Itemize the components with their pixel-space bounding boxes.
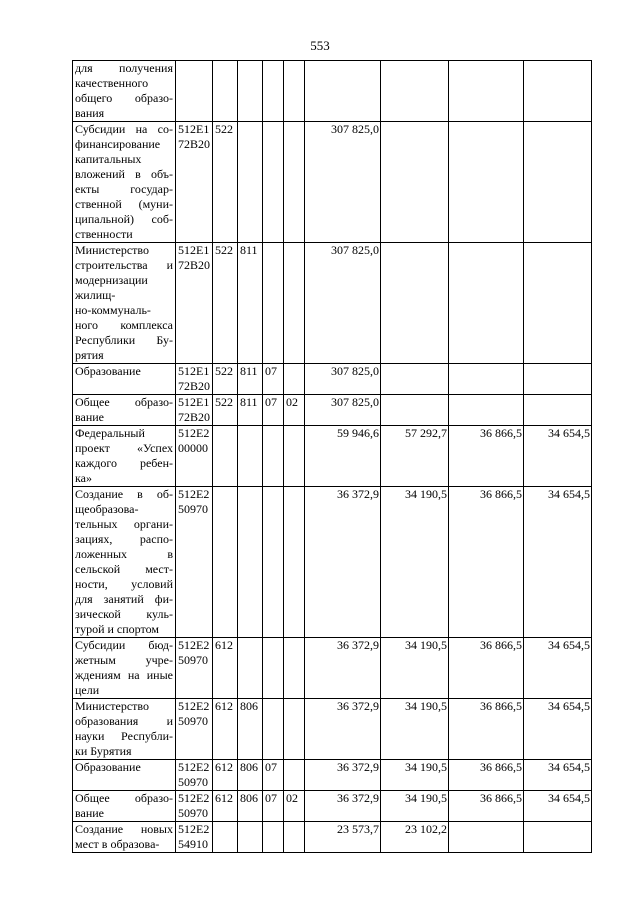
ministry-code-cell (238, 426, 263, 487)
target-article-code-line: 50970 (178, 653, 208, 667)
row-name-line: екты государ- (75, 182, 173, 196)
target-article-code-cell (176, 487, 213, 638)
expense-type-cell: 522 (213, 243, 238, 364)
row-name-cell (73, 364, 176, 395)
row-name-cell (73, 426, 176, 487)
target-article-code-line: 512E2 (178, 822, 210, 836)
target-article-code-cell (176, 791, 213, 822)
target-article-code-line: 50970 (178, 775, 208, 789)
table-row (73, 364, 592, 395)
budget-table (72, 60, 592, 853)
ministry-code-cell: 811 (238, 364, 263, 395)
table-row (73, 791, 592, 822)
amount-cell-3: 36 866,5 (449, 699, 524, 760)
table-row (73, 122, 592, 243)
amount-cell-2 (381, 61, 449, 122)
row-name-line: жетным учре- (75, 653, 173, 667)
expense-type-cell: 522 (213, 364, 238, 395)
expense-type-cell: 522 (213, 395, 238, 426)
row-name-cell (73, 760, 176, 791)
row-name-line: Субсидии бюд- (75, 638, 173, 652)
target-article-code-line: 512E2 (178, 699, 210, 713)
row-name-line: модернизации (75, 273, 148, 287)
row-name-line: ка» (75, 471, 92, 485)
row-name-cell (73, 699, 176, 760)
amount-cell-4: 34 654,5 (524, 426, 592, 487)
row-name-line: Субсидии на со- (75, 122, 173, 136)
table-row (73, 760, 592, 791)
expense-type-cell: 612 (213, 791, 238, 822)
amount-cell-4: 34 654,5 (524, 760, 592, 791)
row-name-line: Создание новых (75, 822, 173, 836)
row-name-line: ки Бурятия (75, 744, 132, 758)
subsection-code-cell: 02 (284, 395, 305, 426)
row-name-cell (73, 122, 176, 243)
amount-cell-3 (449, 122, 524, 243)
section-code-cell (263, 243, 284, 364)
row-name-line: каждого ребен- (75, 456, 173, 470)
row-name-line: рятия (75, 348, 104, 362)
expense-type-cell (213, 61, 238, 122)
amount-cell-3 (449, 364, 524, 395)
row-name-line: зациях, распо- (75, 532, 173, 546)
row-name-line: финансирование (75, 137, 161, 151)
row-name-line: проект «Успех (75, 441, 173, 455)
row-name-cell (73, 791, 176, 822)
amount-cell-1: 36 372,9 (305, 487, 381, 638)
target-article-code-cell (176, 760, 213, 791)
row-name-line: Республики Бу- (75, 333, 173, 347)
amount-cell-1 (305, 61, 381, 122)
row-name-line: Общее образо- (75, 791, 173, 805)
amount-cell-2: 34 190,5 (381, 791, 449, 822)
row-name-line: капитальных (75, 152, 142, 166)
subsection-code-cell (284, 61, 305, 122)
amount-cell-4 (524, 61, 592, 122)
row-name-cell (73, 395, 176, 426)
target-article-code-line: 72B20 (178, 258, 211, 272)
row-name-cell (73, 638, 176, 699)
row-name-line: для получения (75, 61, 173, 75)
row-name-line: жилищ- (75, 288, 116, 302)
target-article-code-cell (176, 243, 213, 364)
table-row (73, 487, 592, 638)
expense-type-cell: 612 (213, 699, 238, 760)
amount-cell-4: 34 654,5 (524, 487, 592, 638)
amount-cell-3 (449, 822, 524, 853)
target-article-code-cell (176, 699, 213, 760)
target-article-code-line: 00000 (178, 441, 208, 455)
expense-type-cell: 612 (213, 760, 238, 791)
target-article-code-line: 512E2 (178, 426, 210, 440)
amount-cell-3 (449, 243, 524, 364)
ministry-code-cell (238, 61, 263, 122)
amount-cell-2: 34 190,5 (381, 699, 449, 760)
section-code-cell (263, 822, 284, 853)
row-name-line: Министерство (75, 243, 149, 257)
amount-cell-1: 36 372,9 (305, 699, 381, 760)
amount-cell-4 (524, 395, 592, 426)
target-article-code-line: 512E2 (178, 638, 210, 652)
amount-cell-1: 307 825,0 (305, 364, 381, 395)
subsection-code-cell (284, 364, 305, 395)
amount-cell-1: 36 372,9 (305, 760, 381, 791)
amount-cell-2: 34 190,5 (381, 638, 449, 699)
row-name-line: сельской мест- (75, 562, 173, 576)
row-name-line: образования и (75, 714, 173, 728)
section-code-cell (263, 487, 284, 638)
row-name-line: строительства и (75, 258, 173, 272)
ministry-code-cell: 811 (238, 395, 263, 426)
amount-cell-2 (381, 122, 449, 243)
row-name-line: цели (75, 683, 100, 697)
amount-cell-2 (381, 395, 449, 426)
ministry-code-cell (238, 122, 263, 243)
amount-cell-3: 36 866,5 (449, 638, 524, 699)
amount-cell-3: 36 866,5 (449, 426, 524, 487)
amount-cell-2 (381, 243, 449, 364)
subsection-code-cell (284, 760, 305, 791)
amount-cell-3 (449, 61, 524, 122)
row-name-line: вание (75, 806, 105, 820)
section-code-cell: 07 (263, 364, 284, 395)
amount-cell-4 (524, 243, 592, 364)
amount-cell-4: 34 654,5 (524, 699, 592, 760)
target-article-code-line: 512E1 (178, 243, 210, 257)
target-article-code-line: 512E1 (178, 364, 210, 378)
row-name-line: Министерство (75, 699, 149, 713)
amount-cell-3: 36 866,5 (449, 791, 524, 822)
table-row (73, 426, 592, 487)
subsection-code-cell (284, 699, 305, 760)
table-row (73, 61, 592, 122)
row-name-line: ности, условий (75, 577, 173, 591)
amount-cell-3: 36 866,5 (449, 760, 524, 791)
target-article-code-cell (176, 61, 213, 122)
row-name-line: качественного (75, 76, 149, 90)
target-article-code-cell (176, 364, 213, 395)
subsection-code-cell: 02 (284, 791, 305, 822)
row-name-line: вложений в объ- (75, 167, 173, 181)
amount-cell-1: 307 825,0 (305, 122, 381, 243)
section-code-cell (263, 638, 284, 699)
ministry-code-cell (238, 822, 263, 853)
expense-type-cell: 612 (213, 638, 238, 699)
target-article-code-cell (176, 822, 213, 853)
row-name-line: турой и спортом (75, 622, 159, 636)
target-article-code-line: 512E2 (178, 487, 210, 501)
amount-cell-2: 23 102,2 (381, 822, 449, 853)
ministry-code-cell (238, 638, 263, 699)
row-name-line: зической куль- (75, 607, 173, 621)
section-code-cell (263, 122, 284, 243)
amount-cell-1: 36 372,9 (305, 638, 381, 699)
row-name-cell (73, 487, 176, 638)
amount-cell-1: 307 825,0 (305, 243, 381, 364)
target-article-code-line: 512E1 (178, 122, 210, 136)
row-name-line: общего образо- (75, 91, 173, 105)
amount-cell-2: 34 190,5 (381, 487, 449, 638)
ministry-code-cell (238, 487, 263, 638)
expense-type-cell: 522 (213, 122, 238, 243)
row-name-line: Общее образо- (75, 395, 173, 409)
amount-cell-1: 36 372,9 (305, 791, 381, 822)
amount-cell-1: 307 825,0 (305, 395, 381, 426)
row-name-line: для занятий фи- (75, 592, 173, 606)
amount-cell-1: 23 573,7 (305, 822, 381, 853)
ministry-code-cell: 806 (238, 791, 263, 822)
subsection-code-cell (284, 487, 305, 638)
table-row (73, 243, 592, 364)
table-body (73, 61, 592, 853)
amount-cell-2: 34 190,5 (381, 760, 449, 791)
row-name-cell (73, 822, 176, 853)
row-name-line: щеобразова- (75, 502, 139, 516)
row-name-line: ложенных в (75, 547, 173, 561)
row-name-line: Федеральный (75, 426, 145, 440)
amount-cell-1: 59 946,6 (305, 426, 381, 487)
target-article-code-line: 50970 (178, 806, 208, 820)
amount-cell-3 (449, 395, 524, 426)
section-code-cell (263, 426, 284, 487)
row-name-line: Образование (75, 364, 141, 378)
row-name-line: но-коммуналь- (75, 303, 151, 317)
row-name-line: Создание в об- (75, 487, 173, 501)
row-name-cell (73, 61, 176, 122)
table-row (73, 638, 592, 699)
target-article-code-line: 54910 (178, 837, 208, 851)
page-number: 553 (310, 38, 330, 53)
target-article-code-line: 50970 (178, 714, 208, 728)
amount-cell-4 (524, 122, 592, 243)
amount-cell-4: 34 654,5 (524, 791, 592, 822)
subsection-code-cell (284, 122, 305, 243)
ministry-code-cell: 811 (238, 243, 263, 364)
section-code-cell: 07 (263, 791, 284, 822)
amount-cell-4 (524, 364, 592, 395)
target-article-code-line: 72B20 (178, 379, 211, 393)
section-code-cell (263, 699, 284, 760)
expense-type-cell (213, 487, 238, 638)
table-row (73, 395, 592, 426)
target-article-code-line: 72B20 (178, 410, 211, 424)
row-name-line: вания (75, 106, 105, 120)
row-name-line: ного комплекса (75, 318, 173, 332)
target-article-code-line: 512E2 (178, 760, 210, 774)
amount-cell-2 (381, 364, 449, 395)
amount-cell-4 (524, 822, 592, 853)
subsection-code-cell (284, 243, 305, 364)
amount-cell-2: 57 292,7 (381, 426, 449, 487)
ministry-code-cell: 806 (238, 760, 263, 791)
subsection-code-cell (284, 822, 305, 853)
table-row (73, 822, 592, 853)
target-article-code-line: 512E1 (178, 395, 210, 409)
row-name-line: ственной (муни- (75, 197, 173, 211)
row-name-line: науки Республи- (75, 729, 173, 743)
section-code-cell: 07 (263, 395, 284, 426)
target-article-code-cell (176, 395, 213, 426)
expense-type-cell (213, 426, 238, 487)
section-code-cell: 07 (263, 760, 284, 791)
row-name-line: ципальной) соб- (75, 212, 173, 226)
row-name-cell (73, 243, 176, 364)
amount-cell-3: 36 866,5 (449, 487, 524, 638)
target-article-code-cell (176, 122, 213, 243)
target-article-code-cell (176, 638, 213, 699)
section-code-cell (263, 61, 284, 122)
row-name-line: мест в образова- (75, 837, 160, 851)
amount-cell-4: 34 654,5 (524, 638, 592, 699)
row-name-line: вание (75, 410, 105, 424)
target-article-code-line: 72B20 (178, 137, 211, 151)
ministry-code-cell: 806 (238, 699, 263, 760)
target-article-code-line: 512E2 (178, 791, 210, 805)
row-name-line: тельных органи- (75, 517, 173, 531)
row-name-line: ждениям на иные (75, 668, 173, 682)
subsection-code-cell (284, 426, 305, 487)
target-article-code-line: 50970 (178, 502, 208, 516)
target-article-code-cell (176, 426, 213, 487)
subsection-code-cell (284, 638, 305, 699)
expense-type-cell (213, 822, 238, 853)
table-row (73, 699, 592, 760)
row-name-line: ственности (75, 227, 133, 241)
row-name-line: Образование (75, 760, 141, 774)
